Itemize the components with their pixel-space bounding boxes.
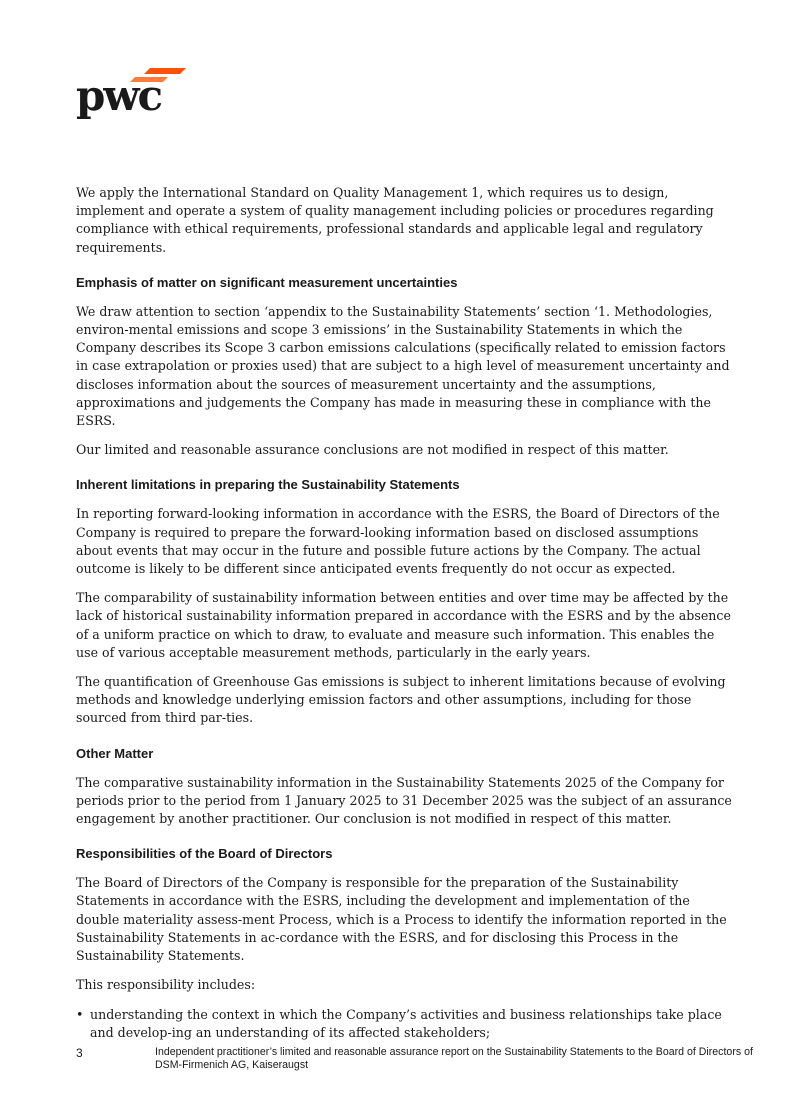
logo-wordmark: pwc xyxy=(76,71,162,120)
pwc-logo xyxy=(76,66,188,124)
report-body xyxy=(76,184,732,1042)
board-responsibilities-heading: Responsibilities of the Board of Directors xyxy=(76,846,333,862)
page-number: 3 xyxy=(76,1046,83,1060)
other-matter-paragraph: The comparative sustainability information in the Sustainability Statements 2025 of the Company for periods prior to the period from 1 January 2025 to 31 December 2025 was the subject of an assurance engagement by another practitioner. Our conclusion is not modified in respect of this matter. xyxy=(76,774,732,827)
board-paragraph-1: The Board of Directors of the Company is responsible for the preparation of the Sustainability Statements in accordance with the ESRS, including the development and implementation of the double materiality assess-ment Process, which is a Process to identify the information reported in the Sustainability Statements in ac-cordance with the ESRS, and for disclosing this Process in the Sustainability Statements. xyxy=(76,875,727,964)
quality-management-paragraph: We apply the International Standard on Quality Management 1, which requires us to design, implement and operate a system of quality management including policies or procedures regarding compliance with ethical requirements, professional standards and applicable legal and regulatory requirements. xyxy=(76,185,714,255)
list-item xyxy=(76,1006,732,1042)
list-item-text: understanding the context in which the Company’s activities and business relationships take place and develop-ing an understanding of its affected stakeholders; xyxy=(90,1006,722,1040)
emphasis-paragraph-2: Our limited and reasonable assurance conclusions are not modified in respect of this matter. xyxy=(76,442,669,458)
inherent-paragraph-2: The comparability of sustainability information between entities and over time may be affected by the lack of historical sustainability information prepared in accordance with the ESRS and by the absence of a uniform practice on which to draw, to evaluate and measure such information. This enables the use of various acceptable measurement methods, particularly in the early years. xyxy=(76,590,731,660)
board-paragraph-2: This responsibility includes: xyxy=(76,977,256,993)
responsibility-list xyxy=(76,1006,732,1042)
footer-report-title: Independent practitioner’s limited and reasonable assurance report on the Sustainability Statements to the Board of Directors of DSM-Firmenich AG, Kaiseraugst xyxy=(155,1046,753,1071)
emphasis-paragraph-1: We draw attention to section ‘appendix to the Sustainability Statements’ section ‘1. Methodologies, environ-mental emissions and scope 3 emissions’ in the Sustainability Statements in which the Company describes its Scope 3 carbon emissions calculations (specifically related to emission factors in case extrapolation or proxies used) that are subject to a high level of measurement uncertainty and discloses information about the sources of measurement uncertainty and the assumptions, approximations and judgements the Company has made in measuring these in compliance with the ESRS. xyxy=(76,303,730,429)
inherent-paragraph-1: In reporting forward-looking information in accordance with the ESRS, the Board of Directors of the Company is required to prepare the forward-looking information based on disclosed assumptions about events that may occur in the future and possible future actions by the Company. The actual outcome is likely to be different since anticipated events frequently do not occur as expected. xyxy=(76,506,720,577)
bullet-icon: • xyxy=(76,1006,84,1022)
inherent-paragraph-3: The quantification of Greenhouse Gas emissions is subject to inherent limitations because of evolving methods and knowledge underlying emission factors and other assumptions, including for those sourced from third par-ties. xyxy=(76,674,726,726)
emphasis-heading: Emphasis of matter on significant measurement uncertainties xyxy=(76,274,458,290)
inherent-limitations-heading: Inherent limitations in preparing the Sustainability Statements xyxy=(76,477,460,493)
other-matter-heading: Other Matter xyxy=(76,745,154,761)
